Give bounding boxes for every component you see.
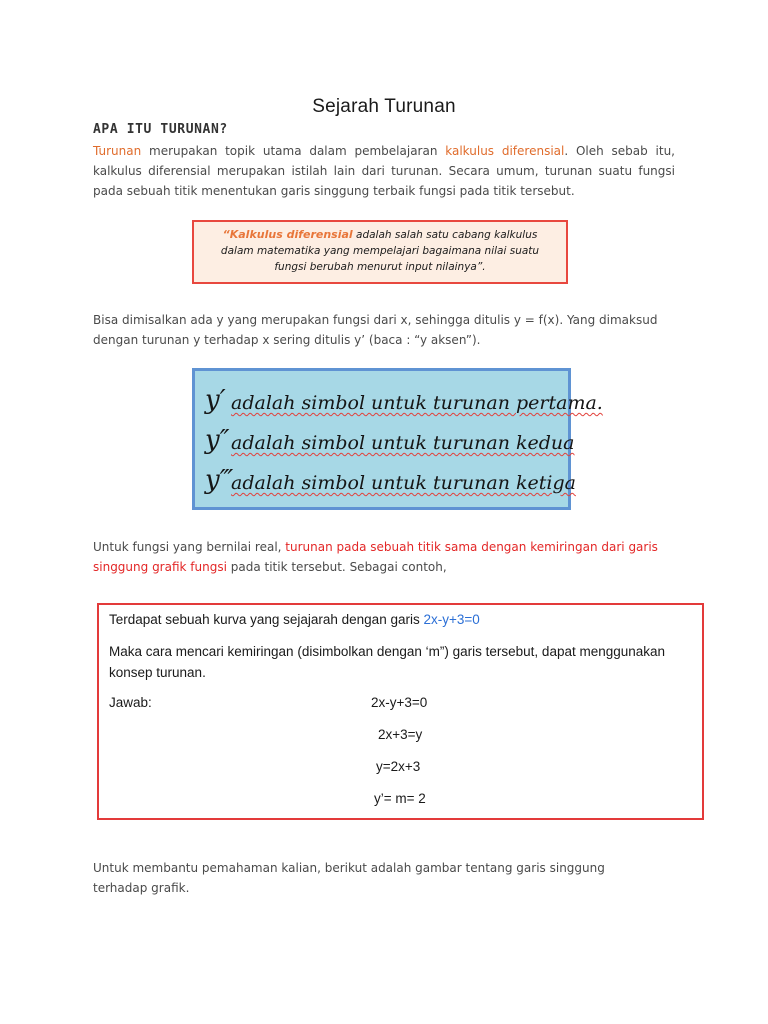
answer-step-4: y’= m= 2 xyxy=(374,791,426,806)
quote-line-3: fungsi berubah menurut input nilainya”. xyxy=(274,261,486,273)
derivative-symbols-image xyxy=(192,368,603,510)
answer-label: Jawab: xyxy=(109,695,152,710)
quote-line-2: dalam matematika yang mempelajari bagaimana nilai suatu xyxy=(220,245,540,257)
example-line-3: konsep turunan. xyxy=(109,665,206,680)
symbol-text-second: adalah simbol untuk turunan kedua xyxy=(231,432,575,454)
quote-line-1-rest: adalah salah satu cabang kalkulus xyxy=(352,229,538,241)
intro-text-1: merupakan topik utama dalam pembelajaran xyxy=(141,144,446,158)
real-function-paragraph xyxy=(93,537,675,577)
symbol-y-double-prime: y″ xyxy=(205,425,230,455)
para3-text-2: pada titik tersebut. Sebagai contoh, xyxy=(226,560,447,574)
symbol-y-prime: y′ xyxy=(205,385,226,415)
answer-step-3: y=2x+3 xyxy=(376,759,421,774)
function-paragraph: Bisa dimisalkan ada y yang merupakan fungsi dari x, sehingga ditulis y = f(x). Yang dimaksud dengan turunan y terhadap x sering ditulis y’ (baca : “y aksen”). xyxy=(93,313,658,347)
page-title: Sejarah Turunan xyxy=(312,96,456,117)
answer-step-1: 2x-y+3=0 xyxy=(371,695,428,710)
answer-step-2: 2x+3=y xyxy=(378,727,423,742)
example-equation: 2x-y+3=0 xyxy=(423,612,480,627)
section-heading: APA ITU TURUNAN? xyxy=(93,122,228,137)
quote-term: “Kalkulus diferensial xyxy=(222,228,353,241)
example-box xyxy=(97,603,704,820)
intro-text-2: . Oleh sebab itu, kalkulus diferensial merupakan istilah lain dari turunan. Secara umum, turunan suatu fungsi pada sebuah titik menentukan garis singgung terbaik fungsi pada titik tersebut. xyxy=(93,144,675,198)
term-kalkulus-diferensial: kalkulus diferensial xyxy=(445,144,565,158)
closing-paragraph: Untuk membantu pemahaman kalian, berikut adalah gambar tentang garis singgung terhadap grafik. xyxy=(93,861,605,895)
example-line-2: Maka cara mencari kemiringan (disimbolkan dengan ‘m”) garis tersebut, dapat menggunakan xyxy=(109,644,666,659)
intro-paragraph xyxy=(93,141,675,201)
para3-text-1: Untuk fungsi yang bernilai real, xyxy=(93,540,286,554)
symbol-text-third: adalah simbol untuk turunan ketiga xyxy=(231,472,576,494)
quote-line-1 xyxy=(194,227,566,243)
symbol-text-first: adalah simbol untuk turunan pertama. xyxy=(231,392,603,414)
symbol-y-triple-prime: y‴ xyxy=(205,465,234,495)
definition-quote-box xyxy=(192,220,568,284)
term-turunan: Turunan xyxy=(93,144,142,158)
para3-highlight: turunan pada sebuah titik sama dengan kemiringan dari garis singgung grafik fungsi xyxy=(93,540,658,574)
example-line-1: Terdapat sebuah kurva yang sejajarah dengan garis 2x-y+3=0 xyxy=(109,612,480,627)
